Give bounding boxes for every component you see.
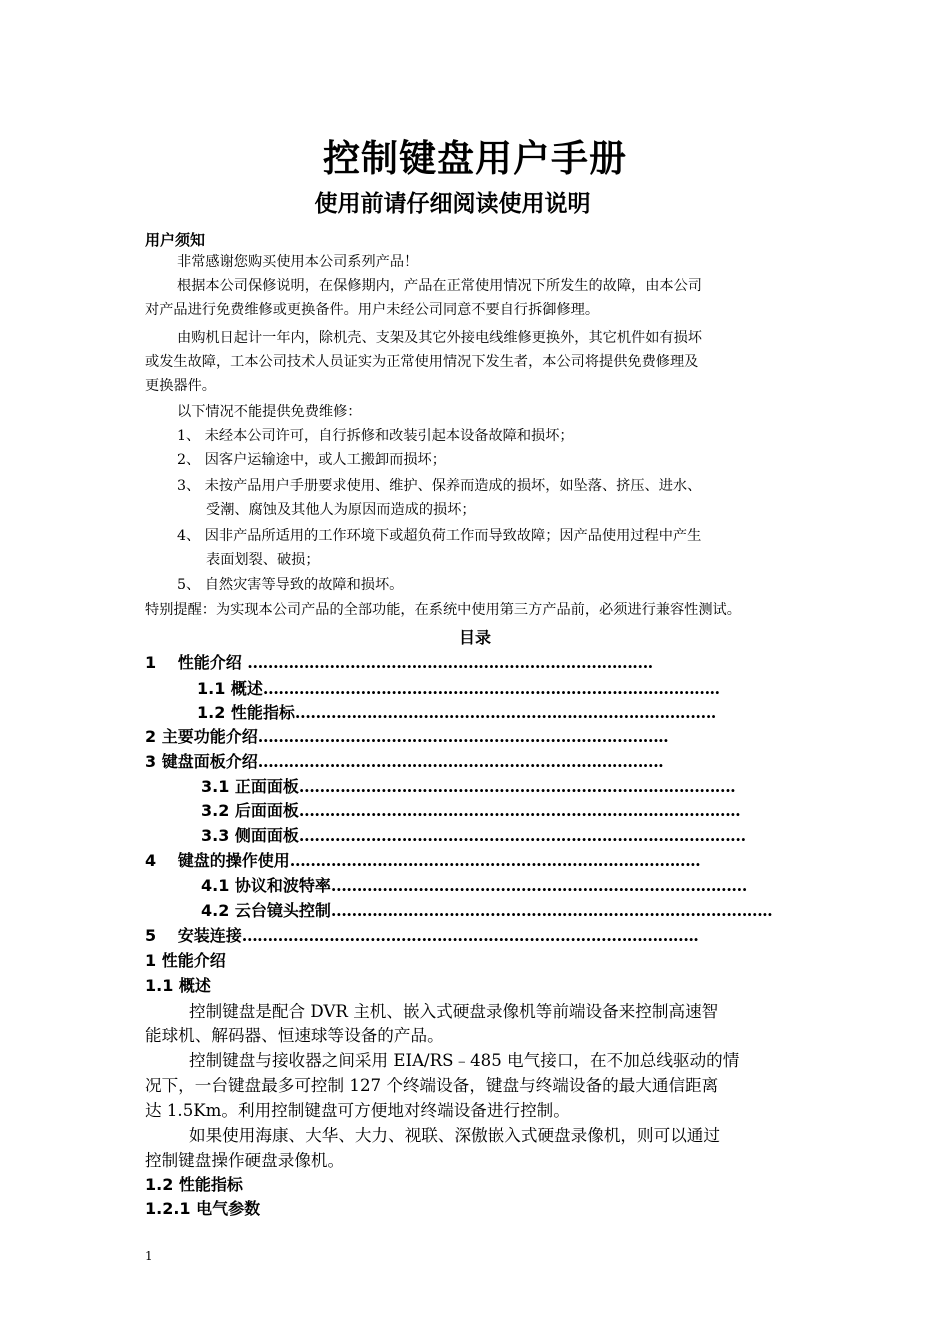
toc-entry[interactable] <box>145 848 700 871</box>
notice-list-item-cont: 受潮、腐蚀及其他人为原因而造成的损坏； <box>206 502 476 518</box>
toc-entry-leader: ………………………………………………………………………….. <box>330 901 773 920</box>
toc-entry-leader: ……………………………………………………………………. <box>247 653 653 672</box>
notice-line: 根据本公司保修说明，在保修期内，产品在正常使用情况下所发生的故障，由本公司 <box>177 278 702 294</box>
toc-entry[interactable] <box>145 650 653 673</box>
notice-heading: 用户须知 <box>145 231 206 249</box>
toc-entry[interactable] <box>201 823 746 846</box>
section-heading-1-2: 1.2 性能指标 <box>145 1175 243 1194</box>
notice-line: 更换器件。 <box>145 378 216 394</box>
notice-list-item-cont: 表面划裂、破损； <box>206 552 320 568</box>
body-line: 达 1.5Km。利用控制键盘可方便地对终端设备进行控制。 <box>145 1101 570 1120</box>
toc-entry-label: 4 键盘的操作使用 <box>145 851 290 870</box>
body-line: 控制键盘与接收器之间采用 EIA/RS﹣485 电气接口，在不加总线驱动的情 <box>189 1051 740 1070</box>
toc-entry-label: 2 主要功能介绍 <box>145 727 258 746</box>
special-reminder: 特别提醒：为实现本公司产品的全部功能，在系统中使用第三方产品前，必须进行兼容性测试。 <box>145 602 741 618</box>
toc-entry-label: 4.2 云台镜头控制 <box>201 901 331 920</box>
toc-entry-label: 3.1 正面面板 <box>201 777 299 796</box>
body-line: 控制键盘是配合 DVR 主机、嵌入式硬盘录像机等前端设备来控制高速智 <box>189 1002 719 1021</box>
notice-list-item: 2、 因客户运输途中，或人工搬卸而损坏； <box>177 452 446 468</box>
toc-entry[interactable] <box>145 724 668 747</box>
toc-entry[interactable] <box>201 798 740 821</box>
notice-list-item: 5、 自然灾害等导致的故障和损坏。 <box>177 577 404 593</box>
toc-entry-label: 3.3 侧面面板 <box>201 826 299 845</box>
notice-line: 以下情况不能提供免费维修： <box>177 404 362 420</box>
body-line: 控制键盘操作硬盘录像机。 <box>145 1151 345 1170</box>
notice-list-item: 4、 因非产品所适用的工作环境下或超负荷工作而导致故障；因产品使用过程中产生 <box>177 528 702 544</box>
toc-entry-leader: …………………………………………………………………………. <box>298 777 736 796</box>
toc-entry[interactable] <box>197 676 719 699</box>
section-heading-1-2-1: 1.2.1 电气参数 <box>145 1199 261 1218</box>
toc-entry-leader: …………………………………………………………………….. <box>257 727 669 746</box>
toc-entry-leader: ……………………………………………………………………… <box>330 876 747 895</box>
toc-entry[interactable] <box>145 749 663 772</box>
toc-entry[interactable] <box>201 873 747 896</box>
body-line: 如果使用海康、大华、大力、视联、深傲嵌入式硬盘录像机，则可以通过 <box>189 1126 720 1145</box>
toc-entry-leader: ………………………………………………………………………….. <box>298 801 741 820</box>
toc-entry-label: 1 性能介绍 <box>145 653 248 672</box>
section-heading-1: 1 性能介绍 <box>145 951 226 970</box>
toc-entry-leader: ………………………………………………………………………. <box>294 703 716 722</box>
page-number: 1 <box>145 1249 153 1263</box>
toc-entry[interactable] <box>201 774 735 797</box>
toc-entry-leader: …………………………………………………………………….. <box>289 851 701 870</box>
notice-line: 由购机日起计一年内，除机壳、支架及其它外接电线维修更换外，其它机件如有损坏 <box>177 330 702 346</box>
toc-entry[interactable] <box>201 898 772 921</box>
toc-entry-label: 3 键盘面板介绍 <box>145 752 258 771</box>
toc-entry-leader: …………………………………………………………………………….. <box>241 926 699 945</box>
toc-heading: 目录 <box>458 628 491 647</box>
toc-entry-leader: …………………………………………………………………………….. <box>262 679 720 698</box>
toc-entry-leader: …………………………………………………………………………… <box>298 826 746 845</box>
toc-entry-label: 1.2 性能指标 <box>197 703 295 722</box>
toc-entry-label: 5 安装连接 <box>145 926 242 945</box>
body-line: 况下，一台键盘最多可控制 127 个终端设备，键盘与终端设备的最大通信距离 <box>145 1076 719 1095</box>
toc-entry[interactable] <box>145 923 698 946</box>
body-line: 能球机、解码器、恒速球等设备的产品。 <box>145 1026 444 1045</box>
toc-entry-leader: ……………………………………………………………………. <box>257 752 664 771</box>
section-heading-1-1: 1.1 概述 <box>145 976 211 995</box>
toc-entry-label: 4.1 协议和波特率 <box>201 876 331 895</box>
document-title: 控制键盘用户手册 <box>323 137 627 180</box>
notice-list-item: 1、 未经本公司许可，自行拆修和改装引起本设备故障和损坏； <box>177 428 574 444</box>
toc-entry-label: 1.1 概述 <box>197 679 263 698</box>
notice-line: 非常感谢您购买使用本公司系列产品！ <box>177 254 419 270</box>
notice-line: 或发生故障，工本公司技术人员证实为正常使用情况下发生者，本公司将提供免费修理及 <box>145 354 699 370</box>
notice-line: 对产品进行免费维修或更换备件。用户未经公司同意不要自行拆御修理。 <box>145 302 600 318</box>
notice-list-item: 3、 未按产品用户手册要求使用、维护、保养而造成的损坏，如坠落、挤压、进水、 <box>177 478 702 494</box>
document-subtitle: 使用前请仔细阅读使用说明 <box>314 191 591 217</box>
toc-entry-label: 3.2 后面面板 <box>201 801 299 820</box>
toc-entry[interactable] <box>197 700 716 723</box>
